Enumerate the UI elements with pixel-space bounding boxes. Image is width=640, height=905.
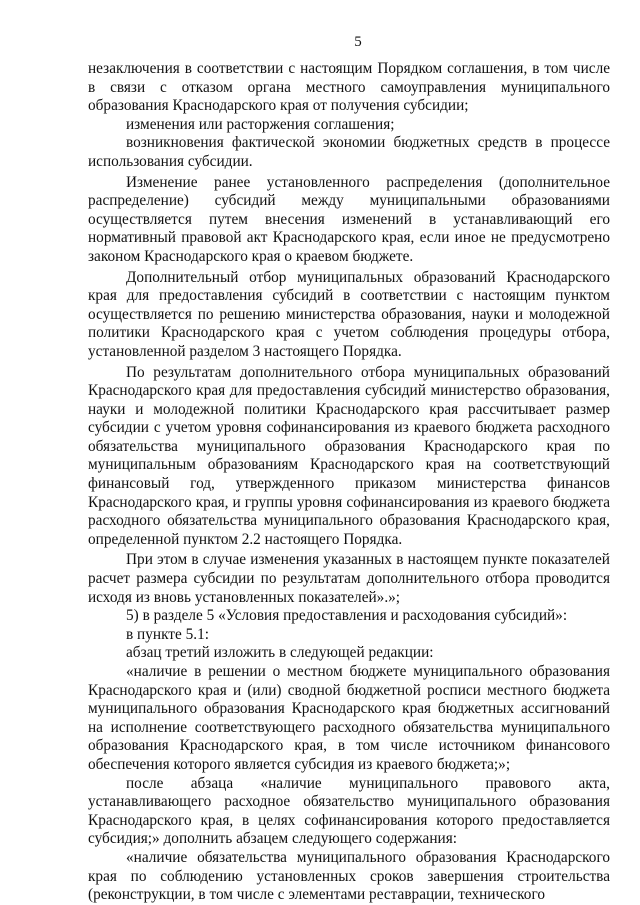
paragraph-redistribution: Изменение ранее установленного распределения (дополнительное распределение) субсидий между муниципальными образованиями осуществляется путем внесения изменений в устанавливающий его нормативный правовой акт Краснодарского края, если иное не предусмотрено законом Краснодарского края о краевом бюджете. <box>88 173 610 265</box>
paragraph-obligation-quote: «наличие обязательства муниципального образования Краснодарского края по соблюдению установленных сроков завершения строительства (реконструкции, в том числе с элементами реставрации, технического <box>88 848 610 904</box>
paragraph-budget-savings: возникновения фактической экономии бюджетных средств в процессе использования субсидии. <box>88 134 610 170</box>
paragraph-third-subparagraph: абзац третий изложить в следующей редакции: <box>126 644 434 662</box>
paragraph-indicator-change: При этом в случае изменения указанных в настоящем пункте показателей расчет размера субсидии по результатам дополнительного отбора проводится исходя из вновь установленных показателей».»; <box>88 551 610 606</box>
paragraph-additional-selection: Дополнительный отбор муниципальных образований Краснодарского края для предоставления субсидий в соответствии с настоящим пунктом осуществляется по решению министерства образования, науки и молодежной политики Краснодарского края с учетом соблюдения процедуры отбора, установленной разделом 3 настоящего Порядка. <box>88 268 610 360</box>
paragraph-continuation: незаключения в соответствии с настоящим Порядком соглашения, в том числе в связи с отказом органа местного самоуправления муниципального образования Краснодарского края от получения субсидии; <box>88 60 610 115</box>
paragraph-change-agreement: изменения или расторжения соглашения; <box>126 115 395 133</box>
paragraph-clause-5-1: в пункте 5.1: <box>126 625 209 643</box>
paragraph-local-budget-quote: «наличие в решении о местном бюджете муниципального образования Краснодарского края и (или) сводной бюджетной росписи местного бюджета муниципального образования Краснодарского края бюджетных ассигнований на исполнение соответствующего расходного обязательства муниципального образования Краснодарского края, в том числе источником финансового обеспечения которого является субсидия из краевого бюджета;»; <box>88 663 610 773</box>
page-number: 5 <box>354 34 362 50</box>
paragraph-selection-results: По результатам дополнительного отбора муниципальных образований Краснодарского края для предоставления субсидий министерство образования, науки и молодежной политики Краснодарского края рассчитывает размер субсидии с учетом уровня софинансирования из краевого бюджета расходного обязательства муниципального образования Краснодарского края по муниципальным образованиям Краснодарского края на соответствующий финансовый год, утвержденного приказом министерства финансов Краснодарского края, и группы уровня софинансирования из краевого бюджета расходного обязательства муниципального образования Краснодарского края, определенной пунктом 2.2 настоящего Порядка. <box>88 363 610 548</box>
paragraph-section-5: 5) в разделе 5 «Условия предоставления и расходования субсидий»: <box>126 607 568 625</box>
paragraph-after-subparagraph: после абзаца «наличие муниципального правового акта, устанавливающего расходное обязательство муниципального образования Краснодарского края, в целях софинансирования которого предоставляется субсидия;» дополнить абзацем следующего содержания: <box>88 774 610 848</box>
document-body <box>88 60 610 905</box>
